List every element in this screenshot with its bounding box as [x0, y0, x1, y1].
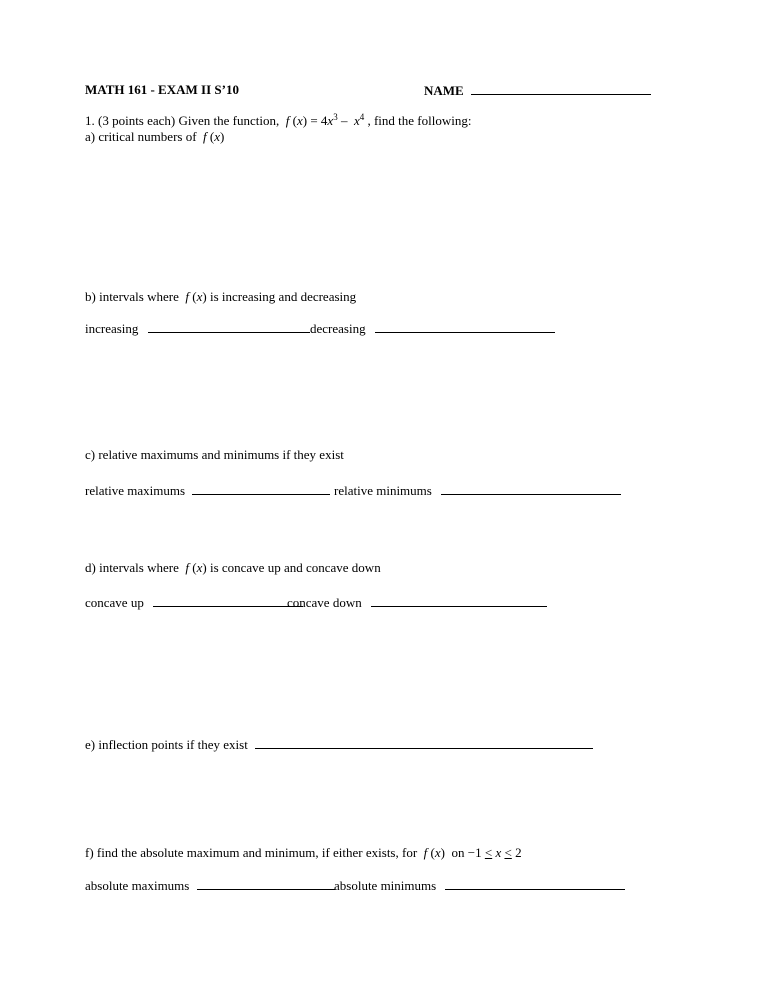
abs-min-blank[interactable] [445, 877, 625, 890]
part-b: b) intervals where f (x) is increasing and decreasing [85, 289, 357, 304]
part-e: e) inflection points if they exist [85, 736, 593, 753]
part-d-down: concave down [287, 594, 547, 611]
increasing-blank[interactable] [148, 320, 310, 333]
abs-max-blank[interactable] [197, 877, 335, 890]
part-f-max: absolute maximums [85, 877, 335, 894]
name-label: NAME [424, 83, 464, 98]
question-1-prompt: 1. (3 points each) Given the function, f $(x) = 4x^3 - x^4$ , find the following: [85, 112, 472, 128]
part-a: a) critical numbers of f (x) [85, 129, 225, 144]
part-c-min: relative minimums [334, 482, 621, 499]
name-field [424, 82, 651, 99]
part-b-increasing: increasing [85, 320, 310, 337]
rel-min-blank[interactable] [441, 482, 621, 495]
part-f-min: absolute minimums [334, 877, 625, 894]
concave-down-blank[interactable] [371, 594, 547, 607]
inflection-blank[interactable] [255, 736, 593, 749]
name-blank[interactable] [471, 82, 651, 95]
part-d: d) intervals where f (x) is concave up and concave down [85, 560, 381, 575]
exam-title: MATH 161 - EXAM II S’10 [85, 82, 239, 97]
part-c: c) relative maximums and minimums if they exist [85, 447, 344, 462]
part-f: f) find the absolute maximum and minimum, if either exists, for f (x) on −1 < x < 2 [85, 845, 522, 860]
function-f: f [282, 113, 290, 128]
part-c-max: relative maximums [85, 482, 330, 499]
part-b-decreasing: decreasing [310, 320, 555, 337]
decreasing-blank[interactable] [375, 320, 555, 333]
concave-up-blank[interactable] [153, 594, 303, 607]
part-d-up: concave up [85, 594, 303, 611]
rel-max-blank[interactable] [192, 482, 330, 495]
